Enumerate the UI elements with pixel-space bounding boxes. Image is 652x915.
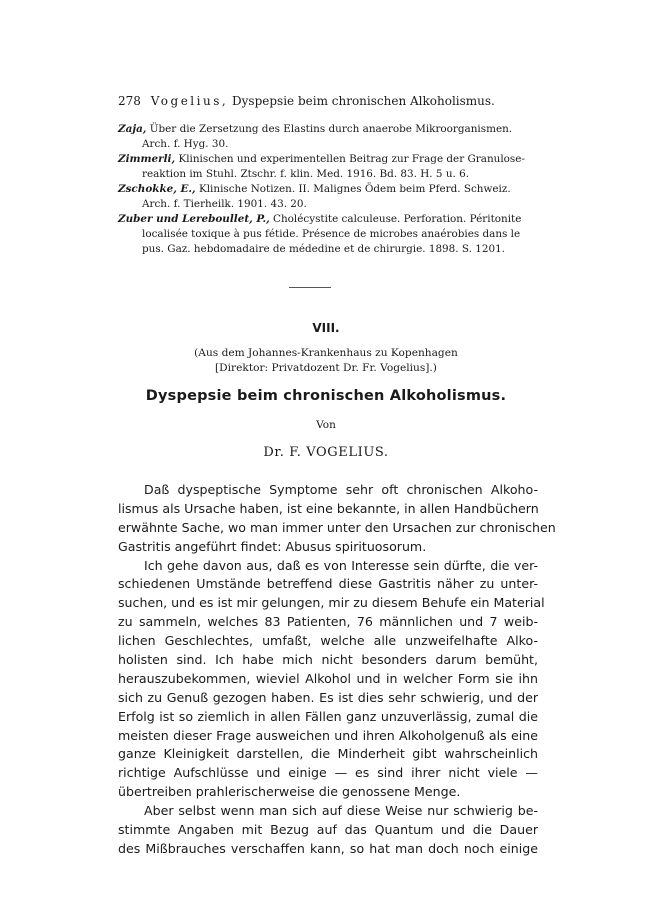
- section-divider: [289, 287, 331, 288]
- reference-text: Klinischen und experimentellen Beitrag zur Frage der Granulose-: [178, 153, 525, 165]
- section-number: VIII.: [312, 321, 340, 335]
- text-line: Daß dyspeptische Symptome sehr oft chronischen Alkoho-: [144, 482, 538, 497]
- article-author: Dr. F. VOGELIUS.: [263, 445, 389, 460]
- reference-entry: [118, 182, 538, 212]
- text-line: übertreiben prahlerischerweise die genossene Menge.: [118, 784, 461, 800]
- reference-entry: [118, 212, 538, 257]
- text-line: herauszubekommen, wieviel Alkohol und in welcher Form sie ihn: [118, 670, 538, 686]
- text-line: erwähnte Sache, wo man immer unter den Ursachen zur chronischen: [118, 519, 556, 535]
- text-line: Aber selbst wenn man sich auf diese Weise nur schwierig be-: [144, 803, 538, 819]
- text-line: des Mißbrauches verschaffen kann, so hat man doch noch einige: [118, 840, 538, 856]
- text-line: Erfolg ist so ziemlich in allen Fällen ganz unzuverlässig, zumal die: [118, 708, 538, 724]
- text-line: Gastritis angeführt findet: Abusus spirituosorum.: [118, 538, 427, 554]
- text-line: ganze Kleinigkeit darstellen, die Minderheit gibt wahrscheinlich: [118, 746, 538, 762]
- reference-author: Zaja,: [118, 123, 147, 135]
- reference-author: Zschokke, E.,: [118, 183, 196, 195]
- text-line: suchen, und es ist mir gelungen, mir zu diesem Behufe ein Material: [118, 595, 545, 611]
- text-line: holisten sind. Ich habe mich nicht besonders darum bemüht,: [118, 652, 538, 668]
- reference-continuation: localisée toxique à pus fétide. Présence de microbes anaérobies dans le: [142, 228, 521, 240]
- text-line: schiedenen Umstände betreffend diese Gastritis näher zu unter-: [118, 576, 538, 592]
- header-author: Vogelius,: [150, 94, 229, 108]
- reference-text: Über die Zersetzung des Elastins durch anaerobe Mikroorganismen.: [149, 123, 513, 135]
- reference-continuation: Arch. f. Tierheilk. 1901. 43. 20.: [142, 198, 307, 210]
- page-number: 278: [118, 94, 141, 108]
- text-line: stimmte Angaben mit Bezug auf das Quantum und die Dauer: [118, 822, 538, 838]
- text-line: lismus als Ursache haben, ist eine bekannte, in allen Handbüchern: [118, 500, 539, 516]
- text-line: zu sammeln, welches 83 Patienten, 76 männlichen und 7 weib-: [118, 614, 538, 630]
- text-line: lichen Geschlechtes, umfaßt, welche alle unzweifelhafte Alko-: [118, 633, 538, 649]
- reference-entry: [118, 122, 538, 152]
- reference-list: [118, 122, 538, 257]
- reference-text: Klinische Notizen. II. Malignes Ödem beim Pferd. Schweiz.: [198, 183, 511, 195]
- reference-continuation: reaktion im Stuhl. Ztschr. f. klin. Med. 1916. Bd. 83. H. 5 u. 6.: [142, 168, 470, 180]
- text-line: sich zu Genuß gezogen haben. Es ist dies sehr schwierig, und der: [118, 689, 538, 705]
- reference-author: Zuber und Lereboullet, P.,: [118, 213, 270, 225]
- reference-entry: [118, 152, 538, 182]
- reference-author: Zimmerli,: [118, 153, 176, 165]
- reference-continuation: Arch. f. Hyg. 30.: [142, 138, 229, 150]
- body-text: [118, 481, 556, 859]
- byline-von: Von: [316, 419, 336, 431]
- reference-text: Cholécystite calculeuse. Perforation. Péritonite: [273, 213, 522, 225]
- text-line: Ich gehe davon aus, daß es von Interesse sein dürfte, die ver-: [144, 557, 538, 573]
- reference-continuation: pus. Gaz. hebdomadaire de médedine et de chirurgie. 1898. S. 1201.: [142, 243, 505, 255]
- article-title: Dyspepsie beim chronischen Alkoholismus.: [145, 388, 507, 404]
- origin-line: (Aus dem Johannes-Krankenhaus zu Kopenhagen: [194, 347, 458, 359]
- header-title: Dyspepsie beim chronischen Alkoholismus.: [232, 94, 495, 108]
- origin-line: [Direktor: Privatdozent Dr. Fr. Vogelius].): [215, 362, 437, 374]
- text-line: richtige Aufschlüsse und einige — es sind ihrer nicht viele —: [118, 765, 538, 781]
- running-header: [118, 94, 538, 108]
- section-origin: [0, 346, 652, 376]
- text-line: meisten dieser Frage ausweichen und ihren Alkoholgenuß als eine: [118, 727, 538, 743]
